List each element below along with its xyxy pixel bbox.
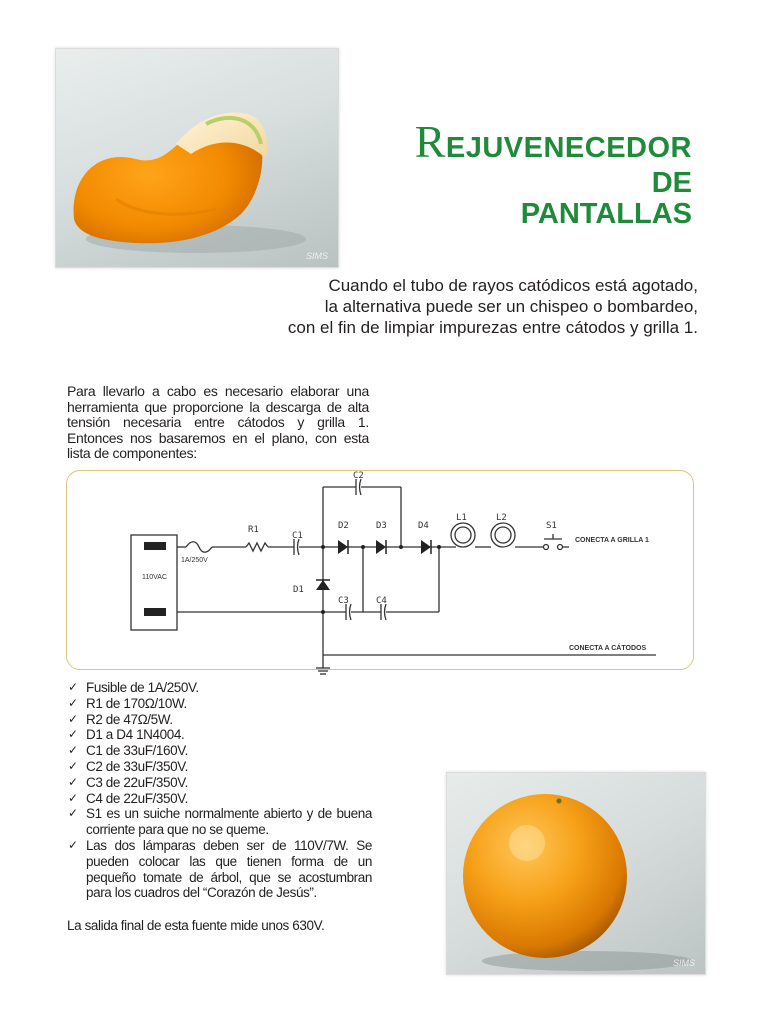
orange-peel-illustration	[56, 49, 338, 267]
orange-photo	[446, 772, 706, 975]
label-c3: C3	[338, 596, 349, 606]
list-item: ✓ R2 de 47Ω/5W.	[68, 711, 173, 727]
check-mark-icon: ✓	[68, 806, 78, 821]
diode-d2	[338, 540, 348, 554]
list-item: ✓ Fusible de 1A/250V.	[68, 680, 199, 695]
orange-peel-photo	[55, 48, 339, 268]
intro-line: la alternativa puede ser un chispeo o bombardeo,	[324, 297, 698, 316]
label-s1: S1	[546, 521, 557, 531]
label-l2: L2	[496, 513, 507, 523]
title-line1: EJUVENECEDOR	[445, 132, 692, 164]
label-d4: D4	[418, 521, 429, 531]
photo-watermark: SIMS	[672, 958, 695, 968]
resistor-r1	[246, 543, 268, 551]
check-mark-icon: ✓	[68, 758, 78, 773]
list-item: ✓ R1 de 170Ω/10W.	[68, 695, 187, 711]
label-c2: C2	[353, 471, 364, 481]
label-r1: R1	[248, 525, 259, 535]
label-d1: D1	[293, 585, 304, 595]
check-mark-icon: ✓	[68, 680, 78, 694]
check-mark-icon: ✓	[68, 774, 78, 789]
label-grid: CONECTA A GRILLA 1	[575, 537, 649, 544]
title-line3: PANTALLAS	[520, 197, 692, 230]
title-line2: DE	[651, 167, 692, 200]
intro-paragraph	[178, 275, 698, 338]
title-initial: R	[414, 116, 446, 167]
list-item: ✓ C1 de 33uF/160V.	[68, 743, 188, 759]
fuse-symbol	[186, 542, 212, 553]
diode-d3	[376, 540, 386, 554]
list-item: ✓ C2 de 33uF/350V.	[68, 758, 188, 774]
circuit-diagram	[66, 470, 692, 680]
final-note: La salida final de esta fuente mide unos 630V.	[67, 918, 325, 933]
check-mark-icon: ✓	[68, 711, 78, 726]
list-item: ✓ Las dos lámparas deben ser de 110V/7W. Se pueden colocar las que tienen forma de un pequeño tomate de árbol, que se acostumbran para los cuadros del “Corazón de Jesús”.	[68, 837, 372, 901]
check-mark-icon: ✓	[68, 743, 78, 758]
source-terminal-top	[144, 542, 166, 550]
description-paragraph: Para llevarlo a cabo es necesario elaborar una herramienta que proporcione la descarga de alta tensión necesaria entre cátodos y grilla 1. Entonces nos basaremos en el plano, con esta lista de componentes:	[67, 383, 369, 461]
intro-line: Cuando el tubo de rayos catódicos está agotado,	[328, 276, 698, 295]
components-list	[66, 680, 372, 901]
list-item: ✓ S1 es un suiche normalmente abierto y de buena corriente para que no se queme.	[68, 806, 372, 838]
check-mark-icon: ✓	[68, 790, 78, 805]
check-mark-icon: ✓	[68, 695, 78, 710]
label-c1: C1	[292, 531, 303, 541]
diode-d4	[421, 540, 431, 554]
check-mark-icon: ✓	[68, 837, 78, 852]
label-cathodes: CONECTA A CÁTODOS	[569, 645, 647, 652]
label-source: 110VAC	[142, 574, 168, 581]
list-item: ✓ C4 de 22uF/350V.	[68, 790, 188, 806]
photo-watermark: SIMS	[305, 251, 328, 261]
label-l1: L1	[456, 513, 467, 523]
diode-d1	[316, 580, 330, 590]
page-title	[415, 118, 692, 229]
label-d2: D2	[338, 521, 349, 531]
label-d3: D3	[376, 521, 387, 531]
list-item: ✓ D1 a D4 1N4004.	[68, 727, 185, 743]
intro-line: con el fin de limpiar impurezas entre cátodos y grilla 1.	[287, 318, 698, 337]
label-c4: C4	[376, 596, 387, 606]
label-fuse: 1A/250V	[181, 557, 208, 564]
source-terminal-bottom	[144, 608, 166, 616]
orange-illustration	[447, 773, 705, 974]
check-mark-icon: ✓	[68, 727, 78, 742]
list-item: ✓ C3 de 22uF/350V.	[68, 774, 188, 790]
